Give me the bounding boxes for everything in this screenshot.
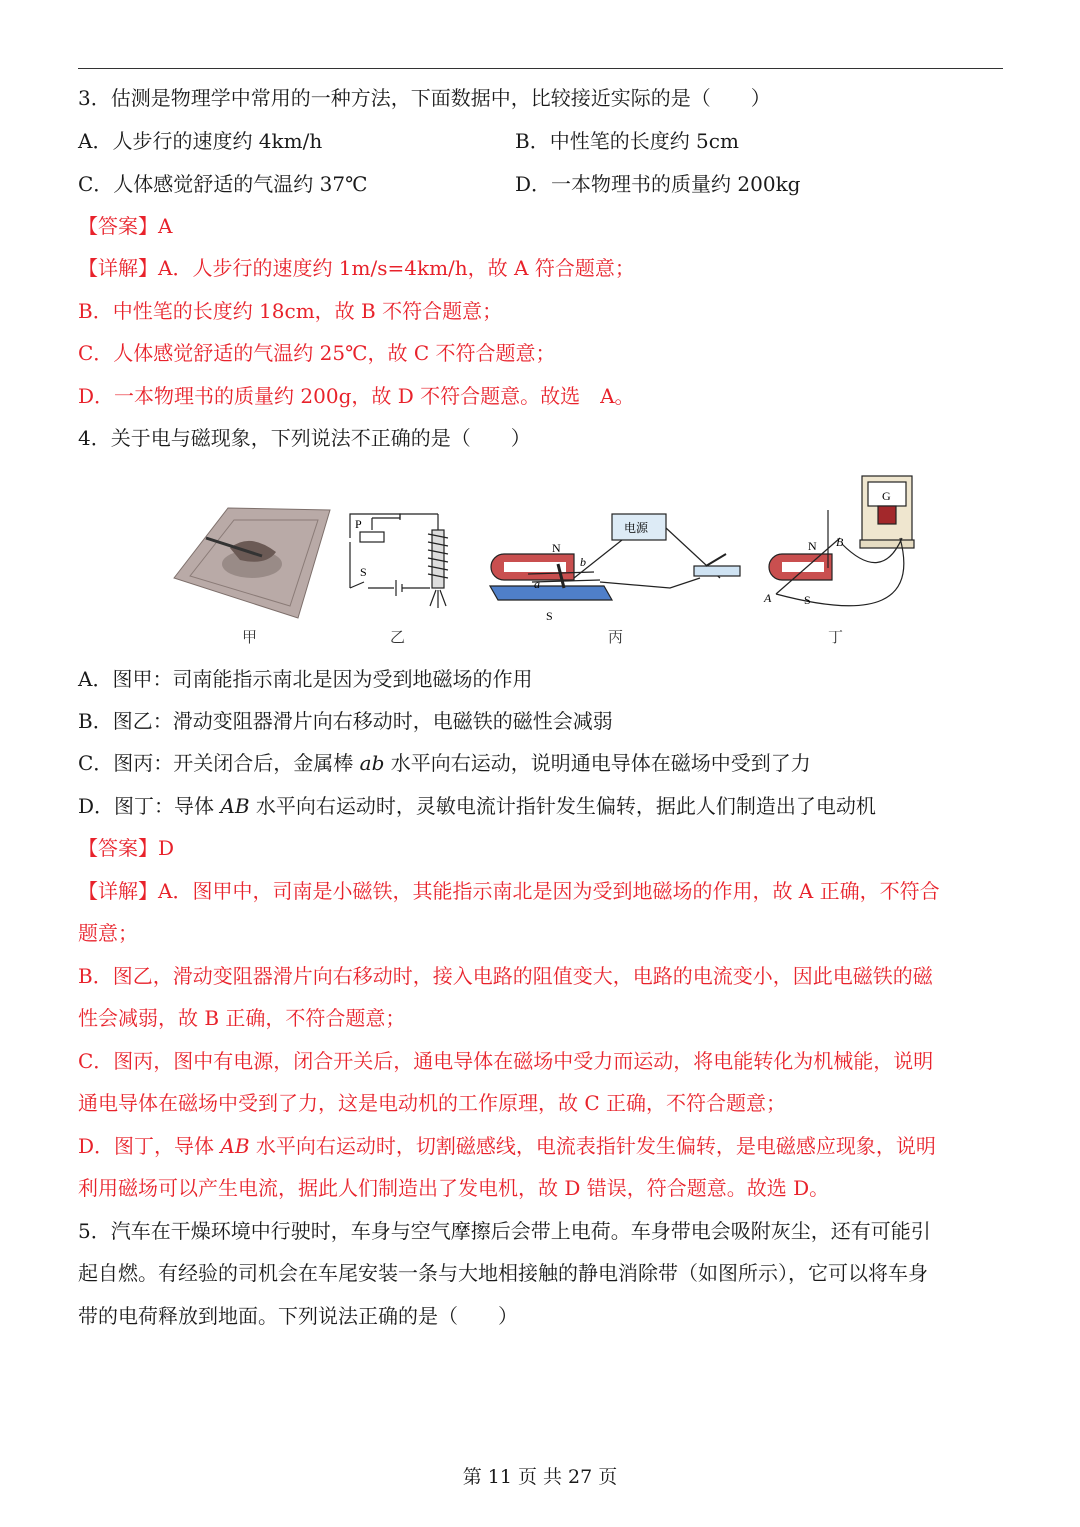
q4-detail-line	[78, 1089, 786, 1117]
q3-option-b: B．中性笔的长度约 5cm	[515, 129, 739, 153]
caption-jia: 甲	[242, 628, 258, 646]
q3-option-a: A．人步行的速度约 4km/h	[78, 129, 323, 153]
q4-detail-line	[78, 877, 940, 905]
q4-option-d	[78, 792, 876, 820]
label-big-a: A	[764, 591, 772, 605]
q4-detail-text: 性会减弱，故 B 正确，不符合题意；	[78, 1006, 406, 1030]
q4-option-c	[78, 749, 811, 777]
label-meter-g: G	[882, 489, 891, 503]
q4-figure	[160, 468, 940, 648]
q4-detail-line	[78, 919, 138, 947]
caption-ding: 丁	[828, 628, 844, 646]
q3-option-c: C．人体感觉舒适的气温约 37℃	[78, 172, 368, 196]
figure-jia-compass	[174, 508, 330, 618]
label-s-bing: S	[546, 609, 553, 623]
q3-detail-line: C．人体感觉舒适的气温约 25℃，故 C 不符合题意；	[78, 341, 556, 365]
page-footer: 第 11 页 共 27 页	[462, 1466, 618, 1488]
q4-detail-text: C．图丙，图中有电源，闭合开关后，通电导体在磁场中受力而运动，将电能转化为机械能，说明	[78, 1049, 934, 1073]
q4-option-a	[78, 665, 532, 693]
q3-detail-line: B．中性笔的长度约 18cm，故 B 不符合题意；	[78, 299, 503, 323]
q4-stem: 4．关于电与磁现象，下列说法不正确的是（ ）	[78, 426, 531, 450]
q4-detail-text: B．图乙，滑动变阻器滑片向右移动时，接入电路的阻值变大，电路的电流变小，因此电磁铁的磁	[78, 964, 933, 988]
q3-detail-line: 【详解】A．人步行的速度约 1m/s=4km/h，故 A 符合题意；	[78, 256, 635, 280]
caption-bing: 丙	[608, 628, 624, 646]
q4-option-b-text: B．图乙：滑动变阻器滑片向右移动时，电磁铁的磁性会减弱	[78, 709, 613, 733]
label-big-b: B	[836, 535, 844, 549]
q4-option-c-var: ab	[359, 751, 385, 775]
label-s-ding: S	[804, 593, 811, 607]
q3-detail-line: D．一本物理书的质量约 200g，故 D 不符合题意。故选 A。	[78, 384, 635, 408]
q3-stem: 3．估测是物理学中常用的一种方法，下面数据中，比较接近实际的是（ ）	[78, 86, 771, 110]
q4-option-c-text: C．图丙：开关闭合后，金属棒	[78, 751, 360, 775]
q5-line: 带的电荷释放到地面。下列说法正确的是（ ）	[78, 1304, 518, 1328]
q4-detail-line	[78, 962, 933, 990]
q4-detail-text: D．图丁，导体	[78, 1134, 221, 1158]
q3-answer: 【答案】A	[78, 214, 173, 238]
q5-line: 起自燃。有经验的司机会在车尾安装一条与大地相接触的静电消除带（如图所示），它可以将车身	[78, 1261, 928, 1285]
label-n-ding: N	[808, 539, 817, 553]
q4-detail-var: AB	[220, 1134, 250, 1158]
q4-answer: 【答案】D	[78, 836, 175, 860]
header-rule	[78, 68, 1003, 69]
q4-option-c-text-end: 水平向右运动，说明通电导体在磁场中受到了力	[384, 751, 811, 775]
q4-detail-line	[78, 1132, 936, 1160]
label-a: a	[534, 577, 540, 591]
q4-detail-text: 【详解】A．图甲中，司南是小磁铁，其能指示南北是因为受到地磁场的作用，故 A 正确，不符合	[78, 879, 940, 903]
q3-option-d: D．一本物理书的质量约 200kg	[515, 172, 801, 196]
q4-detail-line	[78, 1047, 933, 1075]
q4-detail-line	[78, 1004, 405, 1032]
q4-detail-text: 利用磁场可以产生电流，据此人们制造出了发电机，故 D 错误，符合题意。故选 D。	[78, 1176, 830, 1200]
figure-bing-motor	[490, 514, 740, 600]
q4-detail-line	[78, 1174, 829, 1202]
label-s-yi: S	[360, 565, 367, 579]
q4-option-a-text: A．图甲：司南能指示南北是因为受到地磁场的作用	[78, 667, 533, 691]
caption-yi: 乙	[390, 628, 406, 646]
q4-detail-text: 通电导体在磁场中受到了力，这是电动机的工作原理，故 C 正确，不符合题意；	[78, 1091, 787, 1115]
label-p: P	[355, 517, 362, 531]
q4-option-d-var: AB	[220, 794, 250, 818]
figure-yi-circuit	[350, 514, 448, 608]
label-n-bing: N	[552, 541, 561, 555]
q4-figure-drawing	[160, 468, 940, 648]
q4-option-b	[78, 707, 613, 735]
q4-option-d-text-end: 水平向右运动时，灵敏电流计指针发生偏转，据此人们制造出了电动机	[249, 794, 876, 818]
label-b: b	[580, 555, 586, 569]
q4-detail-text-end: 水平向右运动时，切割磁感线，电流表指针发生偏转，是电磁感应现象，说明	[249, 1134, 936, 1158]
label-power: 电源	[624, 521, 649, 535]
q5-line: 5．汽车在干燥环境中行驶时，车身与空气摩擦后会带上电荷。车身带电会吸附灰尘，还有可能引	[78, 1219, 931, 1243]
q4-option-d-text: D．图丁：导体	[78, 794, 221, 818]
q4-detail-text: 题意；	[78, 921, 138, 945]
